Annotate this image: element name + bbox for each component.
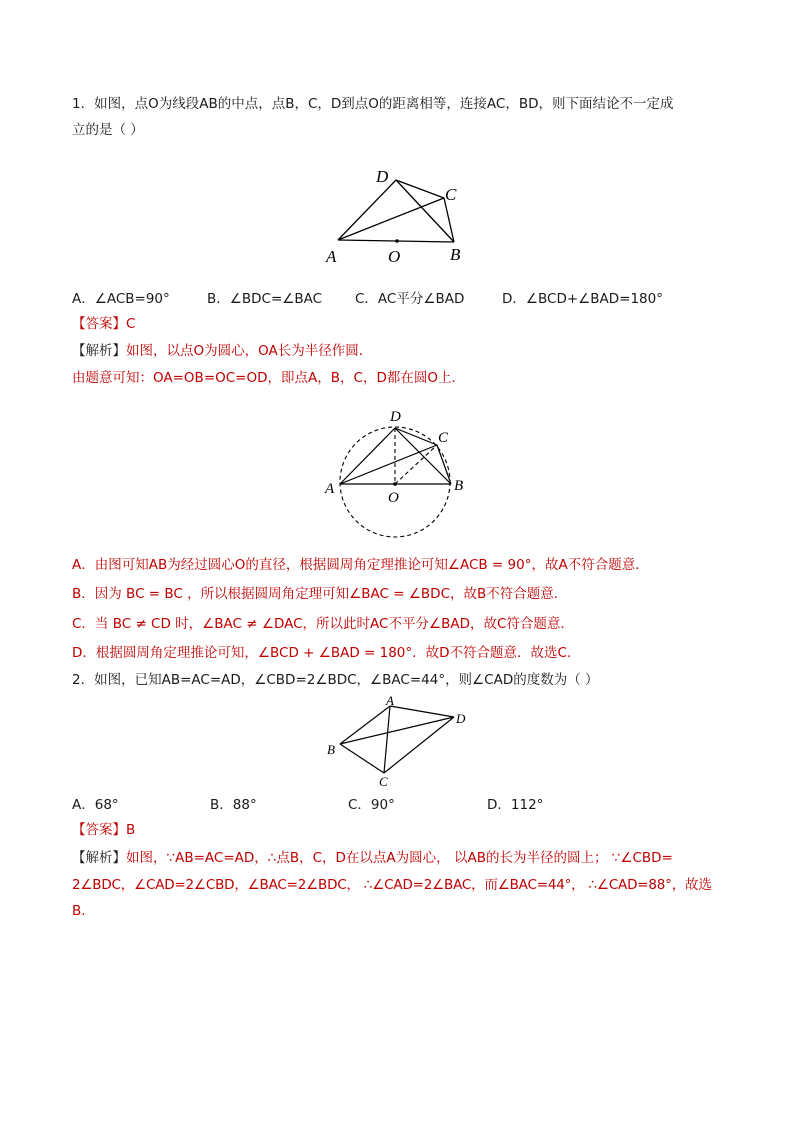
q2-stem: 2．如图，已知AB=AC=AD，∠CBD=2∠BDC，∠BAC=44°，则∠CAD的度数为（ ） [72,672,599,688]
q1-figure [320,158,480,270]
label-A: A [325,481,335,497]
q2-option-d: D．112° [487,797,544,813]
q2-option-c: C．90° [348,797,395,813]
q1-reason-b: B．因为 BC = BC ，所以根据圆周角定理可知∠BAC = ∠BDC，故B不符合题意． [72,586,568,602]
q1-analysis-line2: 由题意可知：OA=OB=OC=OD，即点A，B，C，D都在圆O上． [72,370,465,386]
label-C: C [438,430,449,446]
q2-figure [322,694,472,790]
segment-AC [384,706,390,773]
q1-circle-figure [320,404,480,540]
label-D: D [376,167,389,186]
segment-CB [444,198,454,242]
q1-stem-line1: 1．如图，点O为线段AB的中点，点B，C，D到点O的距离相等，连接AC，BD，则下面结论不一定成 [72,96,674,112]
q1-reason-d: D．根据圆周角定理推论可知，∠BCD + ∠BAD = 180°．故D不符合题意．故选C． [72,645,581,661]
label-B: B [454,478,464,494]
q1-reason-c: C．当 BC ≠ CD 时，∠BAC ≠ ∠DAC，所以此时AC不平分∠BAD，故C符合题意． [72,616,574,632]
analysis-text: 如图，∵AB=AC=AD，∴点B，C，D在以点A为圆心， 以AB的长为半径的圆上； ∵∠CBD= [126,850,673,866]
answer-value: B [126,822,136,838]
q1-stem-line2: 立的是（ ） [72,122,144,138]
analysis-tag: 【解析】 [72,343,126,359]
q1-option-a: A．∠ACB=90° [72,291,170,307]
q2-option-b: B．88° [210,797,257,813]
point-O [393,482,397,486]
q2-answer-line [72,820,135,840]
q2-analysis-line3: B. [72,903,86,919]
label-O: O [388,247,401,266]
point-O [395,239,399,243]
analysis-tag: 【解析】 [72,850,126,866]
segment-AC [340,445,437,484]
segment-DC [396,180,444,198]
segment-AD [390,706,454,717]
q1-option-b: B．∠BDC=∠BAC [207,291,323,307]
label-B: B [327,742,335,757]
q1-option-c: C．AC平分∠BAD [355,291,465,307]
segment-AD [338,180,396,240]
segment-CB [437,445,451,484]
q1-reason-a: A．由图可知AB为经过圆心O的直径，根据圆周角定理推论可知∠ACB = 90°，故A不符合题意． [72,557,649,573]
analysis-text: 如图，以点O为圆心，OA长为半径作圆． [126,343,373,359]
label-D: D [390,409,401,425]
label-A: A [326,247,337,266]
answer-tag: 【答案】 [72,822,126,838]
answer-tag: 【答案】 [72,316,126,332]
q2-option-a: A．68° [72,797,119,813]
label-O: O [388,490,399,506]
segment-AC [338,198,444,240]
label-B: B [450,245,461,264]
label-C: C [445,185,457,204]
segment-BC [340,744,384,773]
q1-analysis-line1 [72,341,372,361]
q1-answer-line [72,314,135,334]
label-A: A [386,694,394,708]
segment-AD [340,428,395,484]
q2-analysis-line2: 2∠BDC，∠CAD=2∠CBD，∠BAC=2∠BDC， ∴∠CAD=2∠BAC，而∠BAC=44°， ∴∠CAD=88°，故选 [72,877,712,893]
label-C: C [379,774,388,789]
answer-value: C [126,316,136,332]
q2-analysis-line1 [72,848,673,868]
label-D: D [456,711,466,726]
segment-DC [395,428,437,445]
q1-option-d: D．∠BCD+∠BAD=180° [502,291,663,307]
